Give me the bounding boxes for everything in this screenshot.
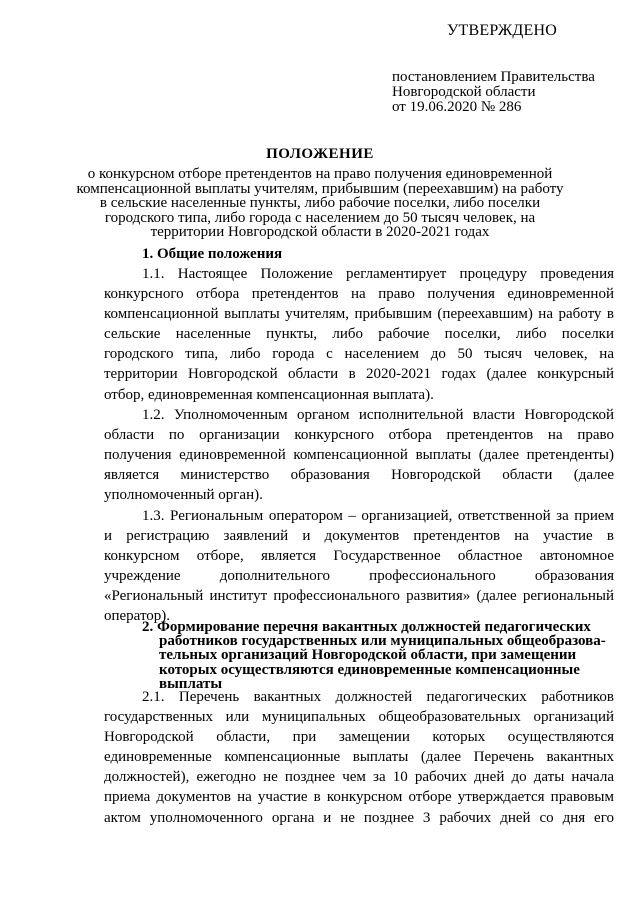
subtitle-line: о конкурсном отборе претендентов на право получения единовременной — [87, 166, 553, 182]
text-line: государственных или муниципальных общеобразовательных организаций — [104, 709, 614, 726]
text-line: должностей), ежегодно не позднее чем за 10 рабочих дней до даты начала — [104, 769, 614, 786]
text-line: 1.1. Настоящее Положение регламентирует процедуру проведения — [142, 266, 614, 282]
section-2-heading-line: работников государственных или муниципальных общеобразова- — [159, 633, 606, 650]
section-2-heading-line: тельных организаций Новгородской области, при замещении — [159, 647, 577, 664]
text-line: компенсационной выплаты учителям, прибывшим (переехавшим) на работу в — [104, 306, 614, 323]
text-line: приема документов на участие в конкурсном отборе утверждается правовым — [104, 789, 614, 806]
approval-block — [392, 22, 632, 115]
text-line: учреждение дополнительного профессионального образования — [104, 568, 614, 585]
section-2-heading-line: выплаты — [159, 675, 223, 692]
approval-line: от 19.06.2020 № 286 — [392, 99, 522, 115]
text-line: конкурсного отбора претендентов на право получения единовременной — [104, 286, 614, 303]
text-line: является министерство образования Новгородской области (далее — [104, 467, 614, 484]
paragraph-1-1 — [104, 264, 614, 405]
document-subtitle — [20, 167, 620, 240]
text-line: «Региональный институт профессионального развития» (далее региональный — [104, 588, 614, 605]
text-line: 1.3. Региональным оператором – организацией, ответственной за прием — [142, 508, 614, 524]
subtitle-line: территории Новгородской области в 2020-2021 годах — [150, 224, 490, 241]
approval-title: УТВЕРЖДЕНО — [447, 22, 558, 39]
text-line: и регистрацию заявлений и документов претендентов на участие в — [104, 528, 614, 545]
paragraph-1-2 — [104, 405, 614, 505]
subtitle-line: компенсационной выплаты учителям, прибывшим (переехавшим) на работу — [76, 180, 564, 197]
text-line: оператор). — [104, 608, 171, 625]
section-2-heading-line: которых осуществляются единовременные компенсационные — [159, 661, 580, 678]
section-2-heading — [142, 620, 606, 691]
paragraph-1-3 — [104, 506, 614, 627]
subtitle-line: городского типа, либо города с населением до 50 тысяч человек, на — [104, 209, 536, 226]
text-line: городского типа, либо города с населением до 50 тысяч человек, на — [104, 346, 614, 363]
approval-line: Новгородской области — [392, 84, 536, 100]
text-line: единовременные компенсационные выплаты (далее Перечень вакантных — [104, 749, 614, 766]
text-line: области по организации конкурсного отбора претендентов на право — [104, 427, 614, 444]
paragraph-2-1 — [104, 687, 614, 828]
document-title: ПОЛОЖЕНИЕ — [266, 146, 374, 162]
text-line: актом уполномоченного органа и не позднее 3 рабочих дней со дня его — [104, 809, 614, 826]
text-line: уполномоченный орган). — [104, 487, 263, 504]
text-line: сельские населенные пункты, либо рабочие поселки, либо поселки — [104, 326, 614, 343]
section-1-heading-text: 1. Общие положения — [142, 246, 283, 262]
text-line: отбор, единовременная компенсационная выплата). — [104, 386, 434, 403]
text-line: получения единовременной компенсационной выплаты (далее претенденты) — [104, 447, 614, 464]
approval-line: постановлением Правительства — [392, 69, 595, 85]
text-line: 2.1. Перечень вакантных должностей педагогических работников — [142, 689, 614, 705]
section-2-heading-line: 2. Формирование перечня вакантных должностей педагогических — [142, 619, 591, 635]
subtitle-line: в сельские населенные пункты, либо рабочие поселки, либо поселки — [99, 195, 541, 212]
text-line: Новгородской области, при замещении которых осуществляются — [104, 729, 614, 746]
text-line: 1.2. Уполномоченным органом исполнительной власти Новгородской — [142, 407, 614, 423]
text-line: конкурсном отборе, является Государственное областное автономное — [104, 548, 614, 565]
section-1-heading — [142, 247, 282, 261]
text-line: территории Новгородской области в 2020-2021 годах (далее конкурсный — [104, 366, 614, 383]
